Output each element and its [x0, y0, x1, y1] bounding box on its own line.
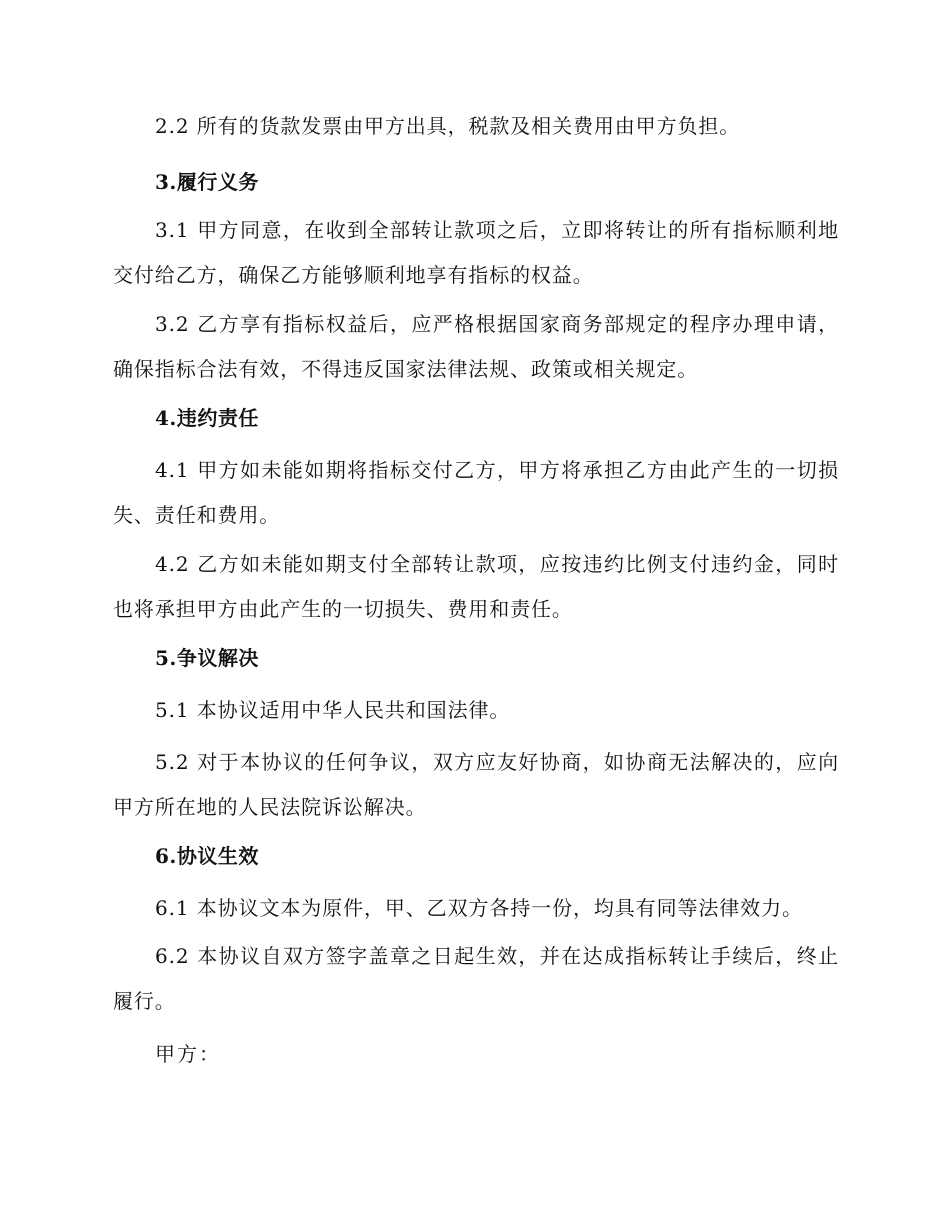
clause-5-1 [113, 700, 839, 720]
clause-3-1-line-1: 3.1 甲方同意，在收到全部转让款项之后，立即将转让的所有指标顺利地 [155, 218, 839, 242]
section-heading-4: 4.违约责任 [155, 406, 259, 430]
clause-5-2 [113, 752, 839, 817]
clause-4-1-line-2: 失、责任和费用。 [113, 503, 281, 527]
clause-2-2-line-1: 2.2 所有的货款发票由甲方出具，税款及相关费用由甲方负担。 [155, 114, 741, 138]
clause-6-2-line-2: 履行。 [113, 989, 176, 1013]
clause-5-2-line-1: 5.2 对于本协议的任何争议，双方应友好协商，如协商无法解决的，应向 [155, 750, 839, 774]
clause-3-2 [113, 314, 839, 379]
clause-6-1 [113, 898, 839, 918]
clause-6-2-line-1: 6.2 本协议自双方签字盖章之日起生效，并在达成指标转让手续后，终止 [155, 944, 839, 968]
clause-3-1 [113, 220, 839, 285]
clause-5-1-line-1: 5.1 本协议适用中华人民共和国法律。 [155, 698, 511, 722]
section-heading-3: 3.履行义务 [155, 170, 259, 194]
clause-6-1-line-1: 6.1 本协议文本为原件，甲、乙双方各持一份，均具有同等法律效力。 [155, 896, 803, 920]
party-a-signature-label: 甲方： [155, 1042, 221, 1066]
clause-6-2 [113, 946, 839, 1011]
clause-3-2-line-2: 确保指标合法有效，不得违反国家法律法规、政策或相关规定。 [113, 357, 699, 381]
clause-2-2 [113, 116, 839, 136]
clause-4-2-line-2: 也将承担甲方由此产生的一切损失、费用和责任。 [113, 597, 573, 621]
clause-4-1-line-1: 4.1 甲方如未能如期将指标交付乙方，甲方将承担乙方由此产生的一切损 [155, 458, 839, 482]
clause-3-2-line-1: 3.2 乙方享有指标权益后，应严格根据国家商务部规定的程序办理申请， [155, 312, 839, 336]
clause-4-1 [113, 460, 839, 525]
clause-3-1-line-2: 交付给乙方，确保乙方能够顺利地享有指标的权益。 [113, 263, 594, 287]
clause-4-2 [113, 554, 839, 619]
clause-4-2-line-1: 4.2 乙方如未能如期支付全部转让款项，应按违约比例支付违约金，同时 [155, 552, 839, 576]
clause-5-2-line-2: 甲方所在地的人民法院诉讼解决。 [113, 795, 427, 819]
section-heading-6: 6.协议生效 [155, 844, 259, 868]
section-heading-5: 5.争议解决 [155, 646, 259, 670]
